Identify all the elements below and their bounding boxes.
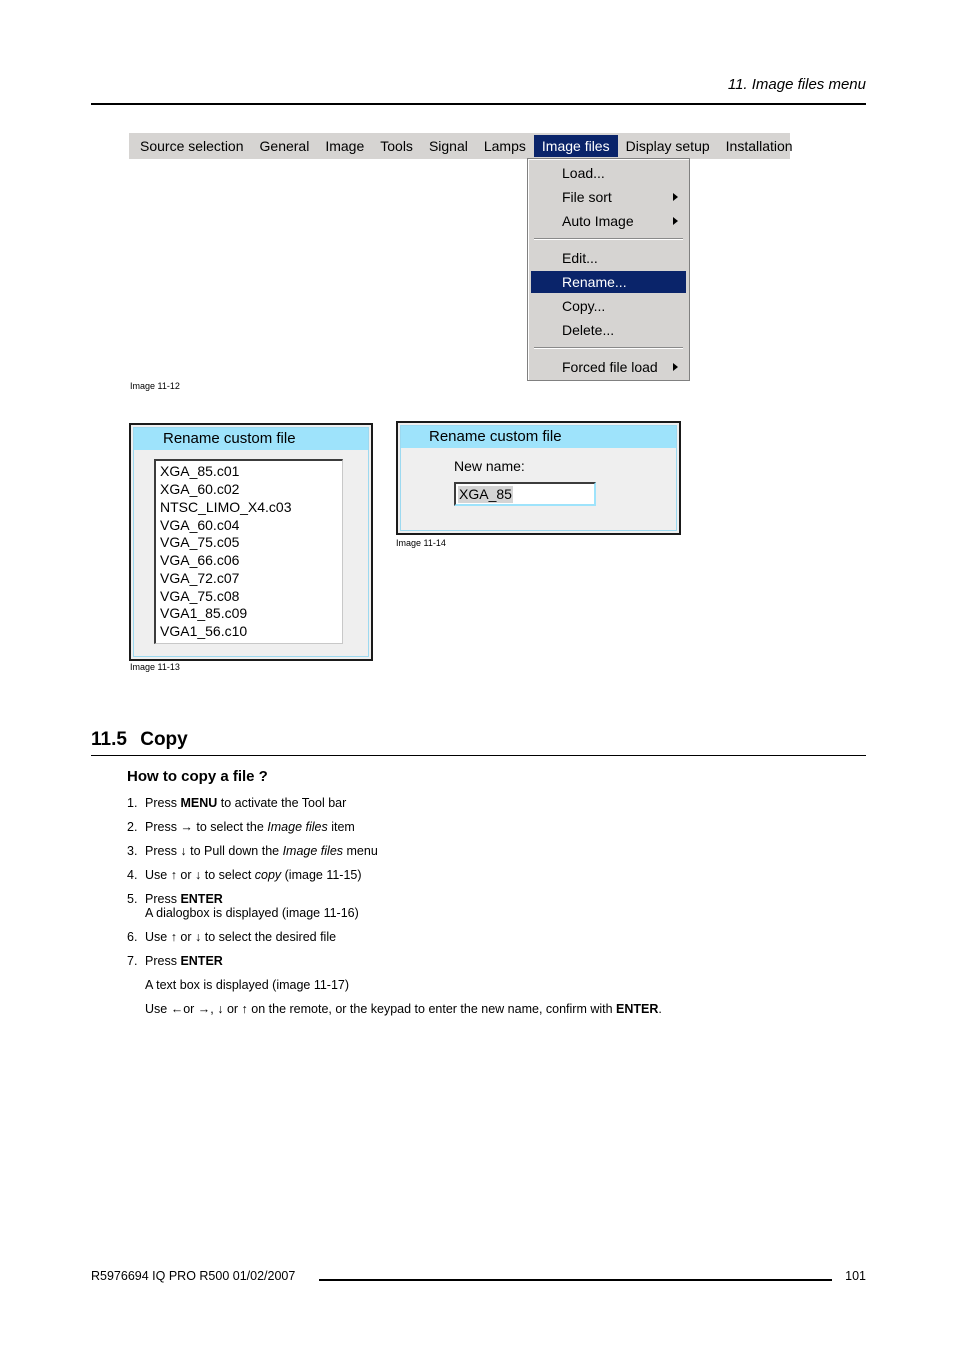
- list-item[interactable]: VGA1_85.c09: [160, 605, 248, 621]
- menu-item-general[interactable]: General: [259, 138, 310, 154]
- menu-item-signal[interactable]: Signal: [428, 138, 468, 154]
- list-item[interactable]: VGA_66.c06: [160, 552, 240, 568]
- rename-file-list-dialog: [129, 423, 373, 661]
- dialog-title: Rename custom file: [429, 428, 562, 445]
- menu-separator: [534, 238, 683, 240]
- dropdown-item-label: Rename...: [562, 274, 627, 290]
- dropdown-item-edit[interactable]: [531, 247, 686, 269]
- step-number: 3.: [127, 844, 138, 858]
- step-text: Press ↓ to Pull down the Image files menu: [145, 844, 378, 858]
- dialog-frame: [400, 425, 677, 531]
- step-number: 6.: [127, 930, 138, 944]
- dropdown-item-delete[interactable]: [531, 319, 686, 341]
- footer-rule: [319, 1279, 832, 1281]
- step-text: Press → to select the Image files item: [145, 820, 355, 834]
- list-item[interactable]: NTSC_LIMO_X4.c03: [160, 499, 292, 515]
- step-number: 7.: [127, 954, 138, 968]
- image-files-dropdown: [527, 158, 690, 381]
- menu-item-tools[interactable]: Tools: [380, 138, 413, 154]
- dropdown-item-file-sort[interactable]: [531, 186, 686, 208]
- step-number: 2.: [127, 820, 138, 834]
- dropdown-item-load[interactable]: [531, 162, 686, 184]
- step-text: Press ENTER: [145, 892, 223, 906]
- menubar: [129, 133, 793, 159]
- dialog-title: Rename custom file: [163, 430, 296, 447]
- dropdown-item-label: Load...: [562, 165, 605, 181]
- menu-item-image-files[interactable]: Image files: [534, 135, 618, 157]
- menu-item-image[interactable]: Image: [325, 138, 365, 154]
- step-instruction-text: Use ←or →, ↓ or ↑ on the remote, or the keypad to enter the new name, confirm with ENTER.: [145, 1002, 662, 1016]
- step-text: Use ↑ or ↓ to select the desired file: [145, 930, 337, 944]
- submenu-arrow-icon: [673, 217, 678, 225]
- step-result-text: A text box is displayed (image 11-17): [145, 978, 350, 992]
- image-caption: Image 11-14: [396, 538, 446, 548]
- step-number: 1.: [127, 796, 138, 810]
- list-item[interactable]: XGA_85.c01: [160, 463, 240, 479]
- section-title: Copy: [140, 729, 188, 750]
- step-text: Press ENTER: [145, 954, 223, 968]
- dropdown-item-label: Edit...: [562, 250, 598, 266]
- dialog-titlebar: [134, 428, 368, 450]
- new-name-value: XGA_85: [459, 486, 512, 502]
- dialog-frame: [133, 427, 369, 657]
- list-item[interactable]: VGA_72.c07: [160, 570, 240, 586]
- menu-item-installation[interactable]: Installation: [725, 138, 793, 154]
- procedure-heading: How to copy a file ?: [127, 768, 268, 785]
- dropdown-item-label: File sort: [562, 189, 612, 205]
- dropdown-item-label: Forced file load: [562, 359, 658, 375]
- section-rule: [91, 755, 866, 756]
- dropdown-item-forced-file-load[interactable]: [531, 356, 686, 378]
- dialog-titlebar: [401, 426, 676, 448]
- image-caption: Image 11-12: [130, 381, 180, 391]
- footer-document-info: R5976694 IQ PRO R500 01/02/2007: [91, 1269, 296, 1283]
- section-number: 11.5: [91, 729, 127, 750]
- rename-new-name-dialog: [396, 421, 681, 535]
- step-number: 4.: [127, 868, 138, 882]
- list-item[interactable]: VGA_60.c04: [160, 517, 240, 533]
- dropdown-item-copy[interactable]: [531, 295, 686, 317]
- step-result-text: A dialogbox is displayed (image 11-16): [145, 906, 359, 920]
- menu-separator: [534, 347, 683, 349]
- step-text: Use ↑ or ↓ to select copy (image 11-15): [145, 868, 362, 882]
- dropdown-item-label: Auto Image: [562, 213, 634, 229]
- list-item[interactable]: VGA1_56.c10: [160, 623, 248, 639]
- new-name-label: New name:: [454, 458, 525, 474]
- step-text: Press MENU to activate the Tool bar: [145, 796, 347, 810]
- dropdown-item-auto-image[interactable]: [531, 210, 686, 232]
- chapter-title: 11. Image files menu: [727, 76, 866, 93]
- dropdown-item-rename[interactable]: [531, 271, 686, 293]
- step-number: 5.: [127, 892, 138, 906]
- submenu-arrow-icon: [673, 193, 678, 201]
- new-name-input[interactable]: [454, 482, 596, 506]
- page-number: 101: [845, 1269, 866, 1283]
- list-item[interactable]: VGA_75.c08: [160, 588, 240, 604]
- file-listbox[interactable]: [154, 459, 343, 644]
- header-rule: [91, 103, 866, 105]
- submenu-arrow-icon: [673, 363, 678, 371]
- dropdown-item-label: Copy...: [562, 298, 606, 314]
- menu-item-lamps[interactable]: Lamps: [483, 138, 526, 154]
- menu-item-source-selection[interactable]: Source selection: [140, 138, 244, 154]
- image-caption: Image 11-13: [130, 662, 180, 672]
- list-item[interactable]: XGA_60.c02: [160, 481, 240, 497]
- list-item[interactable]: VGA_75.c05: [160, 534, 240, 550]
- menu-item-display-setup[interactable]: Display setup: [625, 138, 710, 154]
- section-heading: [91, 729, 188, 751]
- dropdown-item-label: Delete...: [562, 322, 615, 338]
